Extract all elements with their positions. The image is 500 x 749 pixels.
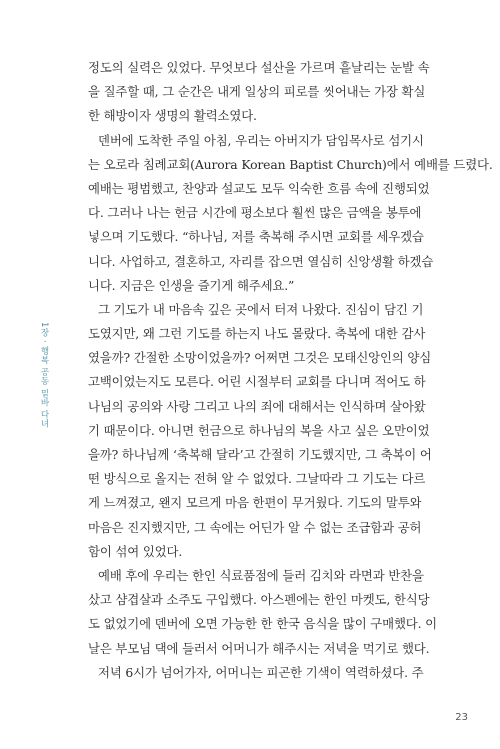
text-line: 고백이었는지도 모른다. 어린 시절부터 교회를 다니며 적어도 하 bbox=[88, 374, 426, 390]
text-line: 저녁 6시가 넘어가자, 어머니는 피곤한 기색이 역력하셨다. 주 bbox=[98, 664, 424, 680]
text-line: 을까? 하나님께 ‘축복해 달라’고 간절히 기도했지만, 그 축복이 어 bbox=[88, 447, 432, 462]
body-text bbox=[88, 56, 493, 685]
text-line: 정도의 실력은 있었다. 무엇보다 설산을 가르며 흩날리는 눈발 속 bbox=[88, 60, 430, 75]
text-line: 게 느껴졌고, 왠지 모르게 마음 한편이 무거웠다. 기도의 말투와 bbox=[88, 495, 422, 511]
text-line: 덴버에 도착한 주일 아침, 우리는 아버지가 담임목사로 섬기시 bbox=[98, 132, 424, 148]
text-line: 을 질주할 때, 그 순간은 내게 일상의 피로를 씻어내는 가장 확실 bbox=[88, 84, 426, 100]
text-line: 였을까? 간절한 소망이었을까? 어쩌면 그것은 모태신앙인의 양심 bbox=[88, 350, 432, 366]
text-line: 그 기도가 내 마음속 깊은 곳에서 터져 나왔다. 진심이 담긴 기 bbox=[98, 301, 424, 317]
text-line: 떤 방식으로 올지는 전혀 알 수 없었다. 그날따라 그 기도는 다르 bbox=[88, 471, 426, 487]
text-line: 니다. 지금은 인생을 즐기게 해주세요.” bbox=[88, 277, 295, 293]
text-line: 한 해방이자 생명의 활력소였다. bbox=[88, 108, 257, 124]
text-line: 마음은 진지했지만, 그 속에는 어딘가 알 수 없는 조급함과 공허 bbox=[88, 519, 422, 535]
text-line: 는 오로라 침례교회(Aurora Korean Baptist Church)에서 예배를 드렸다. bbox=[88, 156, 493, 172]
text-line: 다. 그러나 나는 헌금 시간에 평소보다 훨씬 많은 금액을 봉투에 bbox=[88, 205, 422, 221]
text-line: 예배 후에 우리는 한인 식료품점에 들러 김치와 라면과 반찬을 bbox=[98, 567, 424, 583]
text-line: 나님의 공의와 사랑 그리고 나의 죄에 대해서는 인식하며 살아왔 bbox=[88, 398, 426, 414]
text-line: 넣으며 기도했다. “하나님, 저를 축복해 주시면 교회를 세우겠습 bbox=[88, 229, 424, 245]
text-line: 날은 부모님 댁에 들러서 어머니가 해주시는 저녁을 먹기로 했다. bbox=[88, 640, 430, 656]
text-line: 예배는 평범했고, 찬양과 설교도 모두 익숙한 흐름 속에 진행되었 bbox=[88, 180, 430, 196]
text-line: 니다. 사업하고, 결혼하고, 자리를 잡으면 열심히 신앙생활 하겠습 bbox=[88, 253, 434, 269]
text-line: 도 없었기에 덴버에 오면 가능한 한 한국 음식을 많이 구매했다. 이 bbox=[88, 616, 437, 632]
text-line: 함이 섞여 있었다. bbox=[88, 543, 183, 559]
text-line: 기 때문이다. 아니면 헌금으로 하나님의 복을 사고 싶은 오만이었 bbox=[88, 422, 430, 438]
text-line: 샀고 샴겹살과 소주도 구입했다. 아스펜에는 한인 마켓도, 한식당 bbox=[88, 592, 430, 608]
page-number: 23 bbox=[455, 712, 468, 723]
chapter-side-label: 1장 · 행복 공동 밑바 다녀 bbox=[39, 322, 49, 429]
text-line: 도였지만, 왜 그런 기도를 하는지 나도 몰랐다. 축복에 대한 감사 bbox=[88, 326, 426, 342]
